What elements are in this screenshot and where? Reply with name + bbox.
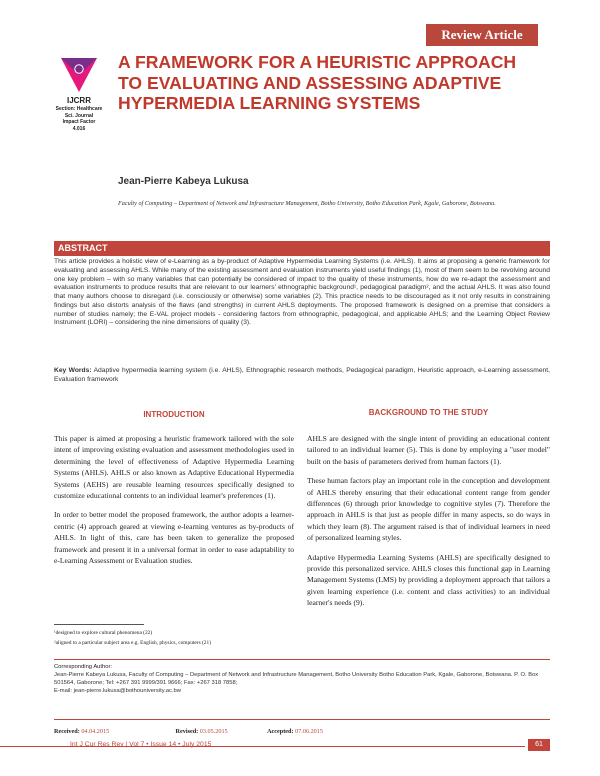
introduction-paragraph: This paper is aimed at proposing a heuristic framework tailored with the sole intent of improving existing evaluation and assessment methodologies used in determining the level of effectiveness of Adaptive Hypermedia Learning Systems (AHLS). AHLS or also known as Adaptive Educational Hypermedia Systems (AEHS) are reusable learning resources specifically designed to customize educational contents to an individual learner's preferences (1). [54,434,294,501]
corresponding-author-heading: Corresponding Author: [54,664,113,670]
corresponding-author-details: Jean-Pierre Kabeya Lukusa, Faculty of Computing – Department of Network and Infrastructure Management, Botho University Botho Education Park, Kgale, Gaborone, Botswana. P. O. Box 501564, Gaborone; Tel: +267 391 9999/391 9666; Fax: +267 318 7858; [54,672,539,686]
accepted-date: 07.06.2015 [295,728,323,735]
page-number: 61 [528,739,550,751]
journal-logo [52,56,106,132]
background-column [307,433,550,617]
footnote: ²aligned to a particular subject area e.g. English, physics, computers (21) [54,640,211,646]
article-title: A FRAMEWORK FOR A HEURISTIC APPROACH TO EVALUATING AND ASSESSING ADAPTIVE HYPERMEDIA LEARNING SYSTEMS [118,52,517,113]
footnotes [54,628,304,648]
introduction-paragraph: In order to better model the proposed framework, the author adopts a learner-centric (4) approach geared at viewing e-learning ventures as by-products of AHLS. In light of this, care has been taken to generalize the proposed framework and present it in a universal format in order to ease adaptability to e-Learning Assessment or Evaluation studies. [54,510,294,566]
impact-value: 4.016 [72,125,86,132]
triangle-logo-icon [59,56,99,94]
journal-name: IJCRR [66,96,91,105]
received-label: Received: [54,728,80,735]
background-paragraph: Adaptive Hypermedia Learning Systems (AHLS) are specifically designed to provide this personalized service. AHLS closes this functional gap in Learning Management Systems (LMS) by providing a deployment approach that tailors a given learning experience (i.e. content and class activities) to an individual learner's needs (9). [307,552,550,608]
section-label: Section: Healthcare [55,106,103,112]
background-paragraph: These human factors play an important role in the conception and development of AHLS thereby ensuring that their educational content range from gender differences (6) through prior knowledge to cognitive styles (7). Therefore the approach in AHLS is that just as people differ in many aspects, so do ways in which they learn (8). The argument raised is that of individual learners in need of personalized learning styles. [307,476,550,543]
revised-date: 03.05.2015 [199,728,228,735]
abstract-heading: ABSTRACT [54,241,550,256]
impact-label-line2: Impact Factor [62,119,96,125]
keywords [54,367,550,385]
keywords-label: Key Words: [54,367,92,374]
keywords-text: Adaptive hypermedia learning system (i.e. AHLS), Ethnographic research methods, Pedagogical paradigm, Heuristic approach, e-Learning assessment, Evaluation framework [54,367,550,383]
background-heading: BACKGROUND TO THE STUDY [368,408,489,417]
impact-label-line1: Sci. Journal [64,112,94,119]
accepted-label: Accepted: [267,728,294,735]
journal-citation: Int J Cur Res Rev | Vol 7 • Issue 14 • July 2015 [70,741,212,748]
received-date: 04.04.2015 [81,728,110,735]
footnote-divider [54,624,144,625]
corresponding-author-box [54,659,550,720]
footnote: ¹designed to explore cultural phenomena (22) [54,630,153,636]
article-type-badge: Review Article [426,24,538,46]
abstract-text: This article provides a holistic view of e-Learning as a by-product of Adaptive Hypermedia Learning Systems (i.e. AHLS). It aims at proposing a generic framework for evaluating and assessing AHLS. While many of the existing assessment and evaluation instruments yield useful findings (1), most of them seem to be revolving around one key problem – with so many variables that can potentially be considered of impact to the quality of these instruments, how do we re-adapt the assessment and evaluation instruments to produce results that are relevant to our learners' ethnographic background¹, pedagogical paradigm², and the actual AHLS. It was also found that many authors choose to disregard (i.e. consciously or otherwise) some variables (2). This practice needs to be discouraged as it not only results in constraining findings but also distorts analysis of the flaws (and strengths) in current AHLS deployments. The proposed framework is designed on a premise that considers a number of studies namely; the E-VAL project models - considering factors from ethnographic, pedagogical, and applicable AHLS; and the Learning Object Review Instrument (LORI) – considering the nine dimensions of quality (3). [54,258,550,327]
introduction-heading: INTRODUCTION [143,410,205,419]
author-affiliation: Faculty of Computing – Department of Network and Infrastructure Management, Botho University, Botho Education Park, Kgale, Gaborone, Botswana. [118,200,496,207]
submission-dates [54,728,550,735]
corresponding-author-email[interactable]: E-mail: jean-pierre.lukusa@bothouniversity.ac.bw [54,688,181,694]
revised-label: Revised: [175,728,199,735]
background-paragraph: AHLS are designed with the single intent of providing an educational content tailored to an individual learner (5). This is done by employing a "user model" built on the basis of parameters derived from human factors (1). [307,434,550,466]
introduction-column [54,433,294,574]
author-name: Jean-Pierre Kabeya Lukusa [118,176,249,187]
